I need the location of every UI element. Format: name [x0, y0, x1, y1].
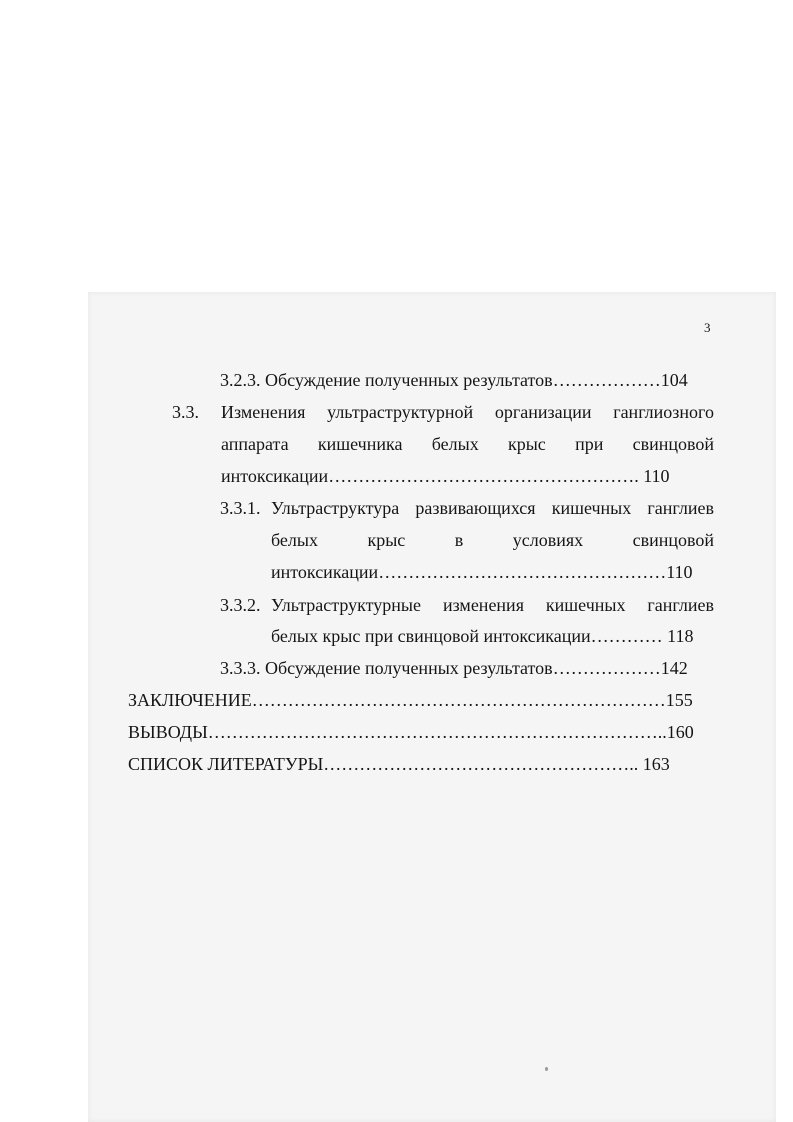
toc-entry-findings: [128, 721, 694, 743]
toc-entry-title: Обсуждение полученных результатов: [265, 658, 553, 678]
toc-page-number: 110: [666, 562, 693, 582]
toc-entry-title: белых крыс при свинцовой интоксикации: [271, 626, 591, 646]
toc-word: Ультраструктурные: [271, 595, 421, 615]
toc-page-number: 160: [666, 722, 694, 742]
toc-word: свинцовой: [632, 434, 714, 454]
toc-entry-number-3-3: 3.3.: [172, 402, 199, 422]
toc-entry-3-3-2-line-1: [271, 594, 714, 616]
toc-word: Изменения: [221, 402, 306, 422]
toc-word: при: [575, 434, 604, 454]
toc-entry-3-3-1-line-2: [271, 529, 714, 551]
toc-entry-conclusion: [128, 689, 693, 711]
toc-page-number: 163: [642, 754, 670, 774]
toc-leader-dots: ……………………………………………..: [323, 754, 639, 774]
toc-word: белых: [431, 434, 479, 454]
toc-word: крыс: [507, 434, 546, 454]
page-number: 3: [704, 320, 711, 335]
toc-word: ультраструктурной: [327, 402, 474, 422]
toc-entry-title: интоксикации: [271, 562, 379, 582]
toc-entry-title: ВЫВОДЫ: [128, 722, 208, 742]
toc-entry-number-3-3-1: 3.3.1.: [220, 498, 261, 518]
toc-page-number: 142: [660, 658, 688, 678]
toc-word: ганглиев: [647, 498, 714, 518]
toc-entry-number-3-3-2: 3.3.2.: [220, 595, 261, 615]
toc-entry-title: ЗАКЛЮЧЕНИЕ: [128, 690, 252, 710]
toc-leader-dots: ……………………………………………………………: [251, 690, 666, 710]
toc-leader-dots: …………………………………………………………………..: [207, 722, 667, 742]
toc-entry-3-3-line-1: [221, 401, 714, 423]
toc-word: Ультраструктура: [271, 498, 400, 518]
toc-word: кишечных: [545, 595, 626, 615]
toc-entry-3-3-2-line-2: [271, 625, 694, 647]
toc-entry-3-3-1-line-1: [271, 497, 714, 519]
toc-entry-3-3-line-2: [221, 433, 714, 455]
toc-word: кишечника: [317, 434, 403, 454]
scan-speck: [545, 1067, 548, 1071]
toc-word: крыс: [367, 530, 406, 550]
toc-entry-references: [128, 753, 670, 775]
toc-leader-dots: ………………: [552, 658, 661, 678]
toc-entry-number: 3.2.3.: [220, 370, 261, 390]
toc-word: в: [454, 530, 464, 550]
toc-entry-number: 3.3.3.: [220, 658, 261, 678]
toc-page-number: 155: [665, 690, 693, 710]
toc-entry-title: интоксикации: [221, 466, 329, 486]
toc-word: условиях: [512, 530, 584, 550]
toc-word: организации: [494, 402, 592, 422]
toc-word: аппарата: [221, 434, 289, 454]
toc-leader-dots: …………: [590, 626, 663, 646]
toc-leader-dots: …………………………………………: [378, 562, 667, 582]
toc-entry-3-3-1-line-3: [271, 561, 693, 583]
toc-entry-3-3-3: [220, 657, 688, 679]
toc-entry-title: Обсуждение полученных результатов: [265, 370, 553, 390]
toc-entry-title: СПИСОК ЛИТЕРАТУРЫ: [128, 754, 324, 774]
toc-word: свинцовой: [632, 530, 714, 550]
toc-page-number: 110: [643, 466, 670, 486]
toc-page-number: 118: [667, 626, 694, 646]
toc-leader-dots: ………………: [552, 370, 661, 390]
toc-word: развивающихся: [415, 498, 536, 518]
toc-leader-dots: …………………………………………….: [328, 466, 639, 486]
toc-page-number: 104: [660, 370, 688, 390]
toc-word: ганглиев: [647, 595, 714, 615]
toc-entry-3-3-line-3: [221, 465, 670, 487]
toc-word: кишечных: [551, 498, 632, 518]
toc-word: ганглиозного: [613, 402, 714, 422]
toc-entry-3-2-3: [220, 369, 688, 391]
toc-word: изменения: [442, 595, 524, 615]
toc-word: белых: [271, 530, 318, 550]
